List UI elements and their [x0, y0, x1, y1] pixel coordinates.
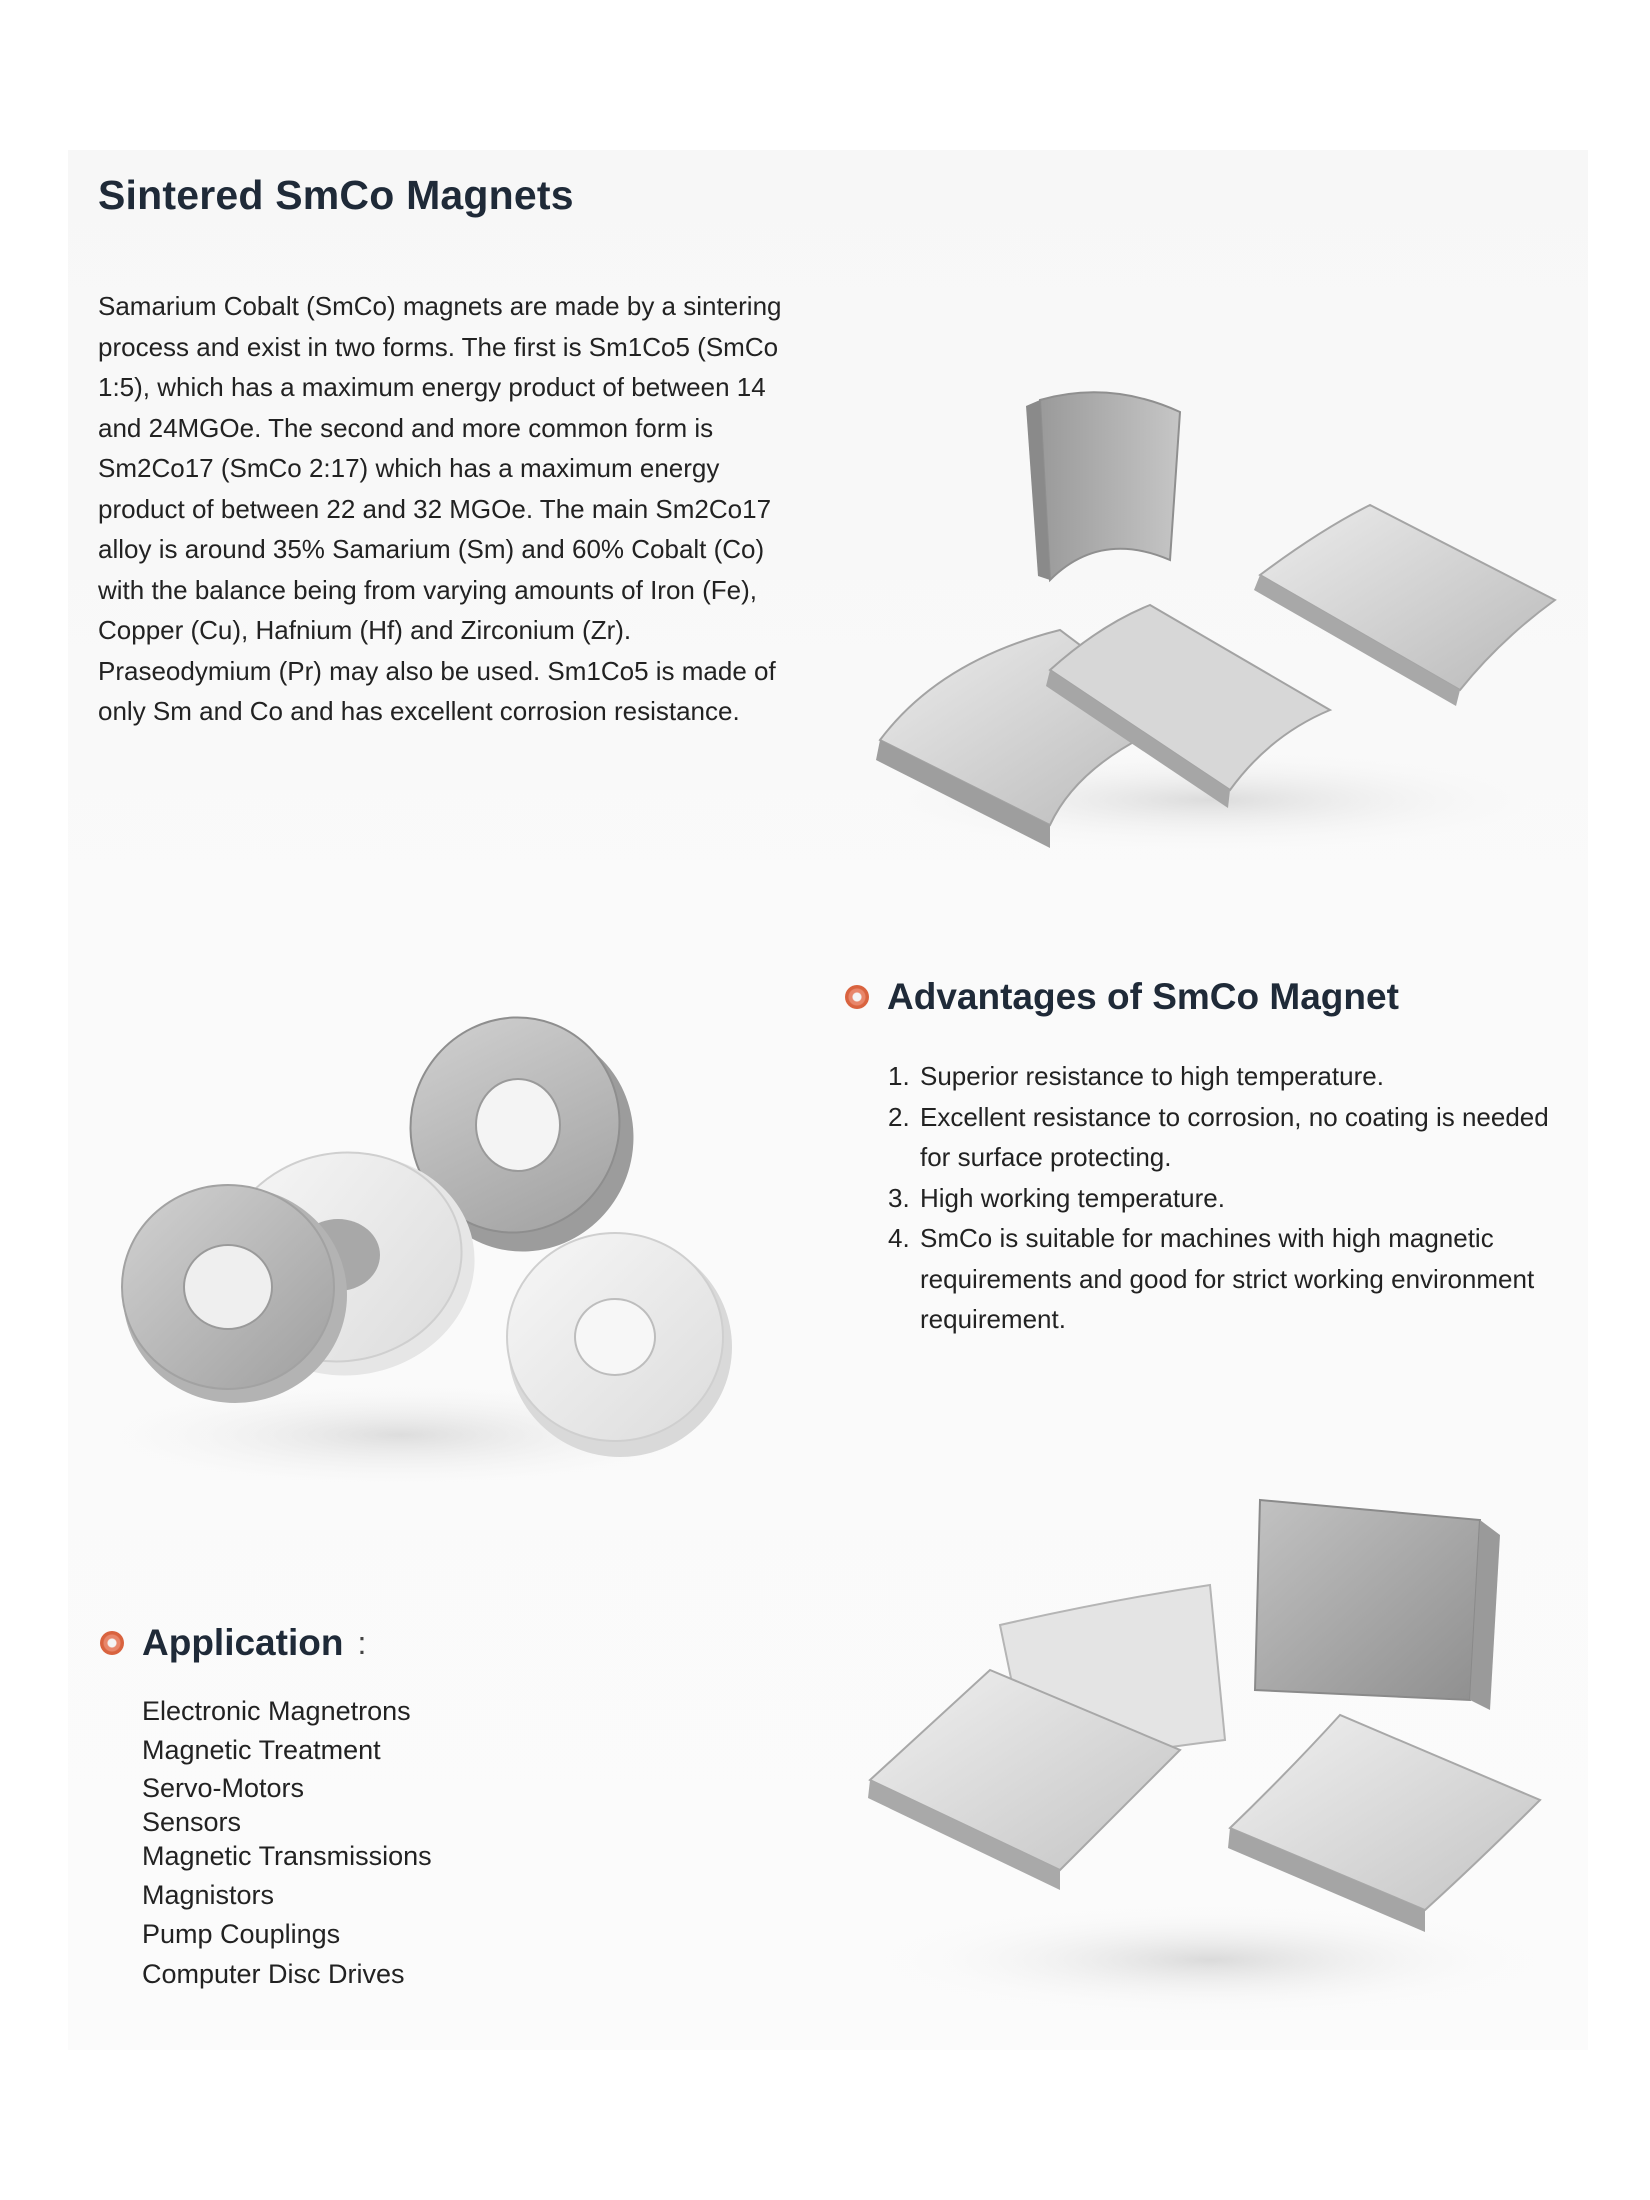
advantage-number: 4. [888, 1223, 910, 1253]
advantages-list [888, 1056, 1568, 1340]
orange-bullet-icon [100, 1631, 124, 1655]
advantage-number: 3. [888, 1182, 910, 1213]
ring-magnets-photo [70, 975, 810, 1505]
application-item: Computer Disc Drives [142, 1959, 405, 1989]
application-item: Electronic Magnetrons [142, 1696, 411, 1726]
advantage-number: 2. [888, 1101, 910, 1132]
advantage-number: 1. [888, 1061, 910, 1091]
page-title: Sintered SmCo Magnets [98, 172, 574, 218]
application-heading-text: Application [142, 1622, 344, 1663]
intro-paragraph: Samarium Cobalt (SmCo) magnets are made by a sintering process and exist in two forms. The first is Sm1Co5 (SmCo 1:5), which has a maximum energy product of between 14 and 24MGOe. The second and more common form is Sm2Co17 (SmCo 2:17) which has a maximum energy product of between 22 and 32 MGOe. The main Sm2Co17 alloy is around 35% Samarium (Sm) and 60% Cobalt (Co) with the balance being from varying amounts of Iron (Fe), Copper (Cu), Hafnium (Hf) and Zirconium (Zr). Praseodymium (Pr) may also be used. Sm1Co5 is made of only Sm and Co and has excellent corrosion resistance. [98, 291, 782, 726]
block-magnets-photo [860, 1490, 1560, 2050]
advantages-heading-text: Advantages of SmCo Magnet [887, 976, 1399, 1017]
orange-bullet-icon [845, 985, 869, 1009]
advantage-item [888, 1056, 1568, 1097]
application-item: Magnetic Treatment [142, 1735, 381, 1765]
advantage-text: SmCo is suitable for machines with high magnetic requirements and good for strict working environment requirement. [920, 1223, 1535, 1334]
application-item: Pump Couplings [142, 1919, 341, 1949]
advantage-item [888, 1178, 1568, 1219]
application-heading-colon: : [357, 1624, 367, 1661]
application-item: Magnistors [142, 1880, 275, 1910]
advantage-text: High working temperature. [920, 1182, 1225, 1213]
advantage-item [888, 1218, 1568, 1340]
application-item: Sensors [142, 1807, 242, 1837]
advantages-heading [845, 976, 1399, 1018]
advantage-text: Excellent resistance to corrosion, no coating is needed for surface protecting. [920, 1101, 1549, 1172]
application-heading [100, 1622, 366, 1664]
arc-magnets-photo [850, 380, 1570, 860]
advantage-item [888, 1097, 1568, 1178]
application-item: Servo-Motors [142, 1773, 305, 1803]
advantage-text: Superior resistance to high temperature. [920, 1061, 1384, 1091]
application-item: Magnetic Transmissions [142, 1841, 432, 1871]
